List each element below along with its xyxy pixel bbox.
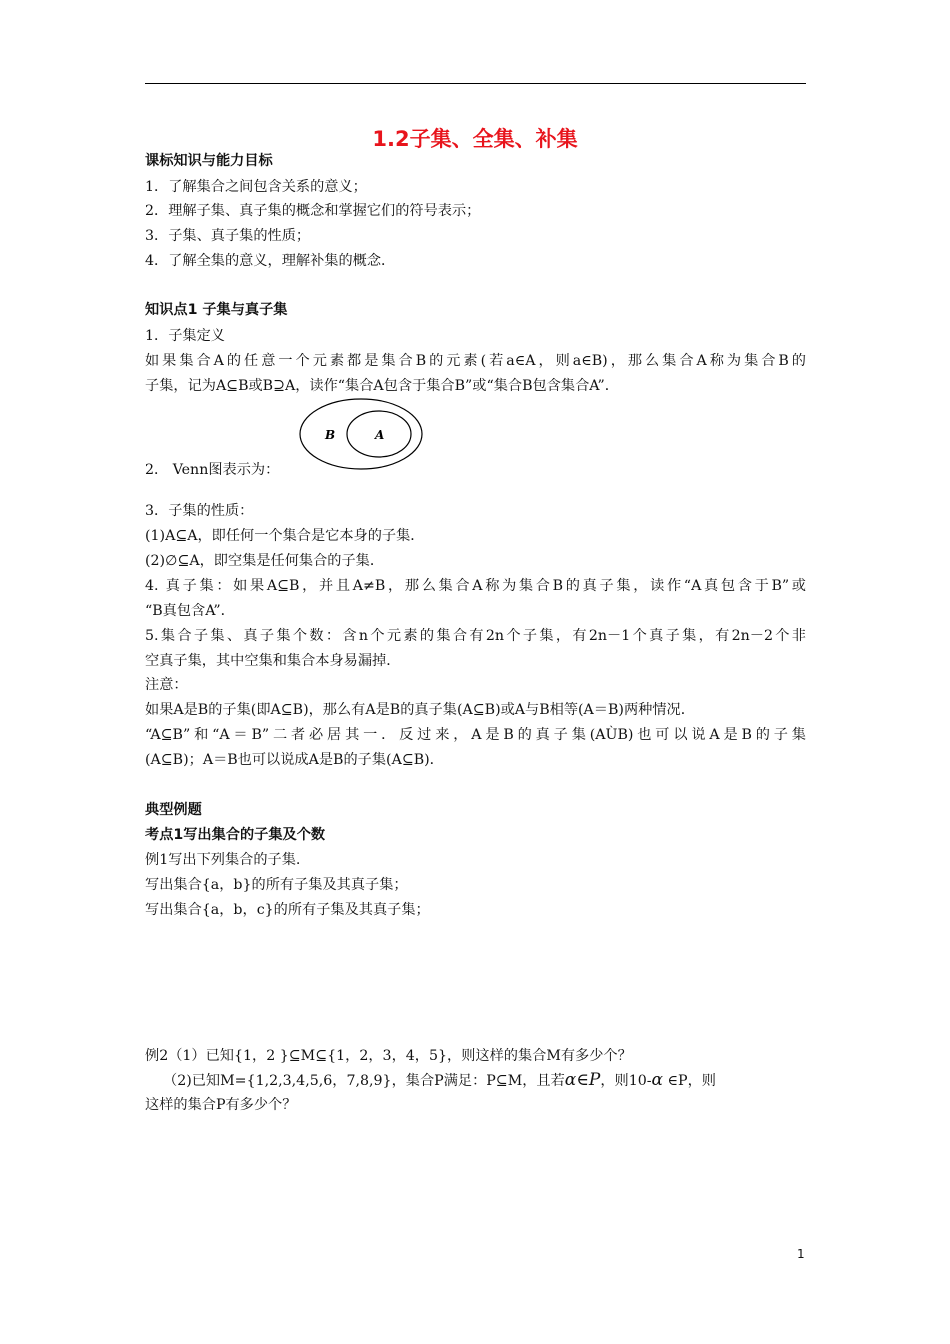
objective-item: 2．理解子集、真子集的概念和掌握它们的符号表示； <box>145 203 481 219</box>
subset-definition-line: 如果集合A的任意一个元素都是集合B的元素(若a∈A，则a∈B)，那么集合A称为集合B的 <box>145 353 806 369</box>
venn-outer-ellipse <box>300 399 422 469</box>
page-title: 1.2子集、全集、补集 <box>372 127 578 151</box>
header-rule <box>145 83 806 84</box>
venn-caption: 2． Venn图表示为： <box>145 462 280 478</box>
venn-label-a: A <box>375 428 385 442</box>
note-line: “A⊆B”和“A＝B”二者必居其一．反过来，A是B的真子集(AÙB)也可以说A是B的子集 <box>145 727 806 743</box>
math-alpha: α <box>651 1070 664 1090</box>
note-title: 注意： <box>145 677 188 693</box>
objective-item: 4．了解全集的意义，理解补集的概念． <box>145 253 396 269</box>
example1-title: 例1写出下列集合的子集. <box>145 852 301 868</box>
venn-diagram <box>299 398 425 472</box>
example1-item: 写出集合{a，b}的所有子集及其真子集； <box>145 877 408 893</box>
example2-line: 例2（1）已知{1，2 }⊆M⊆{1，2，3，4，5}，则这样的集合M有多少个？ <box>145 1048 632 1064</box>
note-line: (A⊆B)；A＝B也可以说成A是B的子集(A⊆B)． <box>145 752 444 768</box>
proper-subset-line: “B真包含A”． <box>145 603 235 619</box>
example1-item: 写出集合{a，b，c}的所有子集及其真子集； <box>145 902 430 918</box>
proper-subset-line: 4. 真子集：如果A⊆B，并且A≠B，那么集合A称为集合B的真子集，读作“A真包含于B”或 <box>145 578 806 594</box>
example2-line: 这样的集合P有多少个？ <box>145 1097 297 1113</box>
example2-text: （2)已知M={1,2,3,4,5,6，7,8,9}，集合P满足：P⊆M，且若 <box>163 1073 565 1089</box>
note-line: 如果A是B的子集(即A⊆B)，那么有A是B的真子集(A⊆B)或A与B相等(A＝B)两种情况． <box>145 702 695 718</box>
objective-item: 1．了解集合之间包含关系的意义； <box>145 179 367 195</box>
subset-property: (1)A⊆A，即任何一个集合是它本身的子集． <box>145 528 425 544</box>
subset-count-line: 空真子集，其中空集和集合本身易漏掉． <box>145 653 401 669</box>
venn-label-b: B <box>325 428 336 442</box>
objectives-heading: 课标知识与能力目标 <box>145 153 273 169</box>
subset-property: (2)∅⊆A，即空集是任何集合的子集． <box>145 553 385 569</box>
subset-definition-title: 1．子集定义 <box>145 328 225 344</box>
topic-heading: 考点1写出集合的子集及个数 <box>145 827 326 843</box>
section-heading-kp1: 知识点1 子集与真子集 <box>145 302 288 318</box>
example2-text: ∈P，则 <box>663 1073 716 1089</box>
subset-definition-line: 子集，记为A⊆B或B⊇A，读作“集合A包含于集合B”或“集合B包含集合A”． <box>145 378 619 394</box>
examples-heading: 典型例题 <box>145 802 202 818</box>
objective-item: 3．子集、真子集的性质； <box>145 228 311 244</box>
subset-count-line: 5.集合子集、真子集个数：含n个元素的集合有2n个子集，有2n－1个真子集，有2n－2个非 <box>145 628 806 644</box>
example2-line <box>163 1070 716 1091</box>
page-number: 1 <box>797 1247 805 1261</box>
example2-text: ，则10- <box>600 1073 652 1089</box>
math-alpha-in-p: α∈P <box>564 1070 601 1090</box>
subset-properties-title: 3．子集的性质： <box>145 503 254 519</box>
